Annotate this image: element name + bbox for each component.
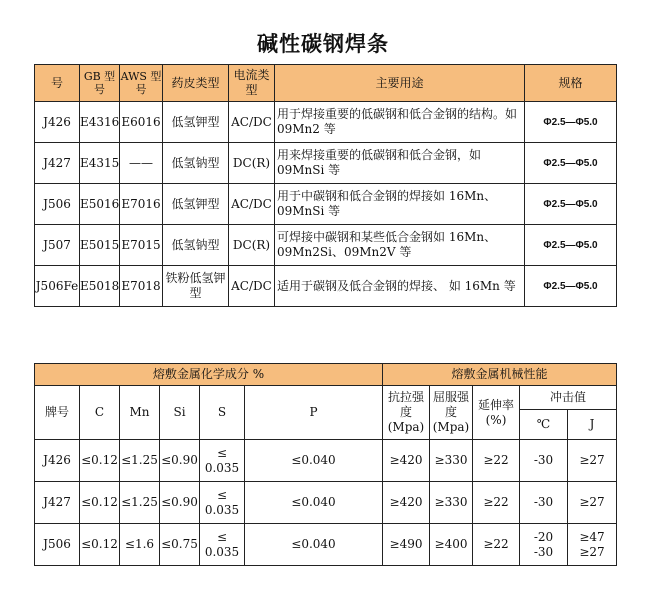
- cell-temp-1: -20: [533, 529, 554, 544]
- header-elongation: 延伸率(%): [473, 386, 520, 440]
- header-tensile: 抗拉强度(Mpa): [383, 386, 430, 440]
- page-title: 碱性碳钢焊条: [257, 32, 389, 56]
- table-group-header-row: [35, 364, 617, 386]
- header-temp: ℃: [520, 410, 568, 440]
- cell-yield: ≥400: [430, 524, 473, 566]
- cell-j: [568, 440, 617, 482]
- cell-temp: [520, 440, 568, 482]
- header-c: C: [80, 386, 120, 440]
- cell-j-1: ≥27: [579, 453, 605, 467]
- cell-elongation: ≥22: [473, 524, 520, 566]
- cell-c: ≤0.12: [80, 440, 120, 482]
- cell-tensile: ≥490: [383, 524, 430, 566]
- cell-aws: E7016: [120, 184, 163, 225]
- cell-coating: 铁粉低氢钾型: [163, 266, 229, 307]
- cell-s-symbol: ≤: [216, 487, 228, 502]
- cell-elongation: ≥22: [473, 482, 520, 524]
- cell-spec: Φ2.5—Φ5.0: [525, 143, 617, 184]
- cell-coating: 低氢钠型: [163, 225, 229, 266]
- header-s: S: [200, 386, 245, 440]
- cell-gb: E5015: [80, 225, 120, 266]
- cell-elongation: ≥22: [473, 440, 520, 482]
- cell-brand: J427: [35, 143, 80, 184]
- cell-aws: E7018: [120, 266, 163, 307]
- header-j: J: [568, 410, 617, 440]
- table-row: [35, 482, 617, 524]
- table-row: [35, 102, 617, 143]
- cell-brand: J506: [35, 524, 80, 566]
- header-main-usage: 主要用途: [275, 65, 525, 102]
- cell-s-symbol: ≤: [216, 445, 228, 460]
- cell-usage: 用于焊接重要的低碳钢和低合金钢的结构。如 09Mn2 等: [275, 102, 525, 143]
- cell-gb: E4316: [80, 102, 120, 143]
- cell-coating: 低氢钠型: [163, 143, 229, 184]
- header-yield: 屈服强度(Mpa): [430, 386, 473, 440]
- cell-brand: J426: [35, 102, 80, 143]
- cell-brand: J507: [35, 225, 80, 266]
- table-row: [35, 184, 617, 225]
- cell-mn: ≤1.6: [120, 524, 160, 566]
- cell-temp-1: -30: [533, 453, 554, 467]
- cell-brand: J426: [35, 440, 80, 482]
- header-brand: 号: [35, 65, 80, 102]
- cell-coating: 低氢钾型: [163, 184, 229, 225]
- cell-gb: E4315: [80, 143, 120, 184]
- cell-current: AC/DC: [229, 266, 275, 307]
- table-header-row: [35, 386, 617, 410]
- cell-brand: J506Fe: [35, 266, 80, 307]
- cell-tensile: ≥420: [383, 482, 430, 524]
- cell-coating: 低氢钾型: [163, 102, 229, 143]
- cell-current: DC(R): [229, 143, 275, 184]
- cell-tensile: ≥420: [383, 440, 430, 482]
- cell-spec: Φ2.5—Φ5.0: [525, 102, 617, 143]
- table-header-row: [35, 65, 617, 102]
- cell-current: AC/DC: [229, 184, 275, 225]
- header-brand: 牌号: [35, 386, 80, 440]
- header-p: P: [245, 386, 383, 440]
- cell-mn: ≤1.25: [120, 482, 160, 524]
- cell-j-1: ≥47: [579, 529, 605, 544]
- cell-s-value: 0.035: [204, 544, 240, 559]
- header-chem-composition: 熔敷金属化学成分 %: [35, 364, 383, 386]
- cell-j-2: ≥27: [579, 544, 605, 559]
- cell-aws: E7015: [120, 225, 163, 266]
- cell-p: ≤0.040: [245, 524, 383, 566]
- cell-s: [200, 524, 245, 566]
- cell-current: DC(R): [229, 225, 275, 266]
- table-row: [35, 440, 617, 482]
- deposited-metal-table: [34, 363, 617, 566]
- header-aws-type: AWS 型号: [120, 65, 163, 102]
- header-si: Si: [160, 386, 200, 440]
- header-impact: 冲击值: [520, 386, 617, 410]
- header-spec: 规格: [525, 65, 617, 102]
- cell-spec: Φ2.5—Φ5.0: [525, 266, 617, 307]
- table-row: [35, 524, 617, 566]
- cell-spec: Φ2.5—Φ5.0: [525, 225, 617, 266]
- electrode-spec-table: [34, 64, 617, 307]
- cell-j: [568, 482, 617, 524]
- cell-yield: ≥330: [430, 440, 473, 482]
- cell-temp: [520, 524, 568, 566]
- cell-temp-2: -30: [533, 544, 554, 559]
- cell-temp: [520, 482, 568, 524]
- cell-temp-1: -30: [533, 495, 554, 509]
- cell-c: ≤0.12: [80, 482, 120, 524]
- cell-usage: 适用于碳钢及低合金钢的焊接、 如 16Mn 等: [275, 266, 525, 307]
- header-gb-type: GB 型号: [80, 65, 120, 102]
- cell-si: ≤0.90: [160, 440, 200, 482]
- cell-brand: J427: [35, 482, 80, 524]
- cell-j: [568, 524, 617, 566]
- cell-brand: J506: [35, 184, 80, 225]
- cell-usage: 可焊接中碳钢和某些低合金钢如 16Mn、09Mn2Si、09Mn2V 等: [275, 225, 525, 266]
- cell-mn: ≤1.25: [120, 440, 160, 482]
- cell-p: ≤0.040: [245, 440, 383, 482]
- cell-yield: ≥330: [430, 482, 473, 524]
- header-coating-type: 药皮类型: [163, 65, 229, 102]
- cell-si: ≤0.90: [160, 482, 200, 524]
- cell-p: ≤0.040: [245, 482, 383, 524]
- cell-gb: E5016: [80, 184, 120, 225]
- cell-spec: Φ2.5—Φ5.0: [525, 184, 617, 225]
- cell-s: [200, 440, 245, 482]
- header-mn: Mn: [120, 386, 160, 440]
- cell-s-symbol: ≤: [216, 529, 228, 544]
- table-row: [35, 143, 617, 184]
- header-current-type: 电流类型: [229, 65, 275, 102]
- cell-aws: ——: [120, 143, 163, 184]
- cell-j-1: ≥27: [579, 495, 605, 509]
- cell-usage: 用来焊接重要的低碳钢和低合金钢，如 09MnSi 等: [275, 143, 525, 184]
- cell-aws: E6016: [120, 102, 163, 143]
- header-mech-properties: 熔敷金属机械性能: [383, 364, 617, 386]
- cell-s: [200, 482, 245, 524]
- table-row: [35, 225, 617, 266]
- cell-c: ≤0.12: [80, 524, 120, 566]
- table-row: [35, 266, 617, 307]
- cell-s-value: 0.035: [204, 502, 240, 517]
- cell-s-value: 0.035: [204, 460, 240, 475]
- cell-gb: E5018: [80, 266, 120, 307]
- cell-usage: 用于中碳钢和低合金钢的焊接如 16Mn、09MnSi 等: [275, 184, 525, 225]
- cell-si: ≤0.75: [160, 524, 200, 566]
- cell-current: AC/DC: [229, 102, 275, 143]
